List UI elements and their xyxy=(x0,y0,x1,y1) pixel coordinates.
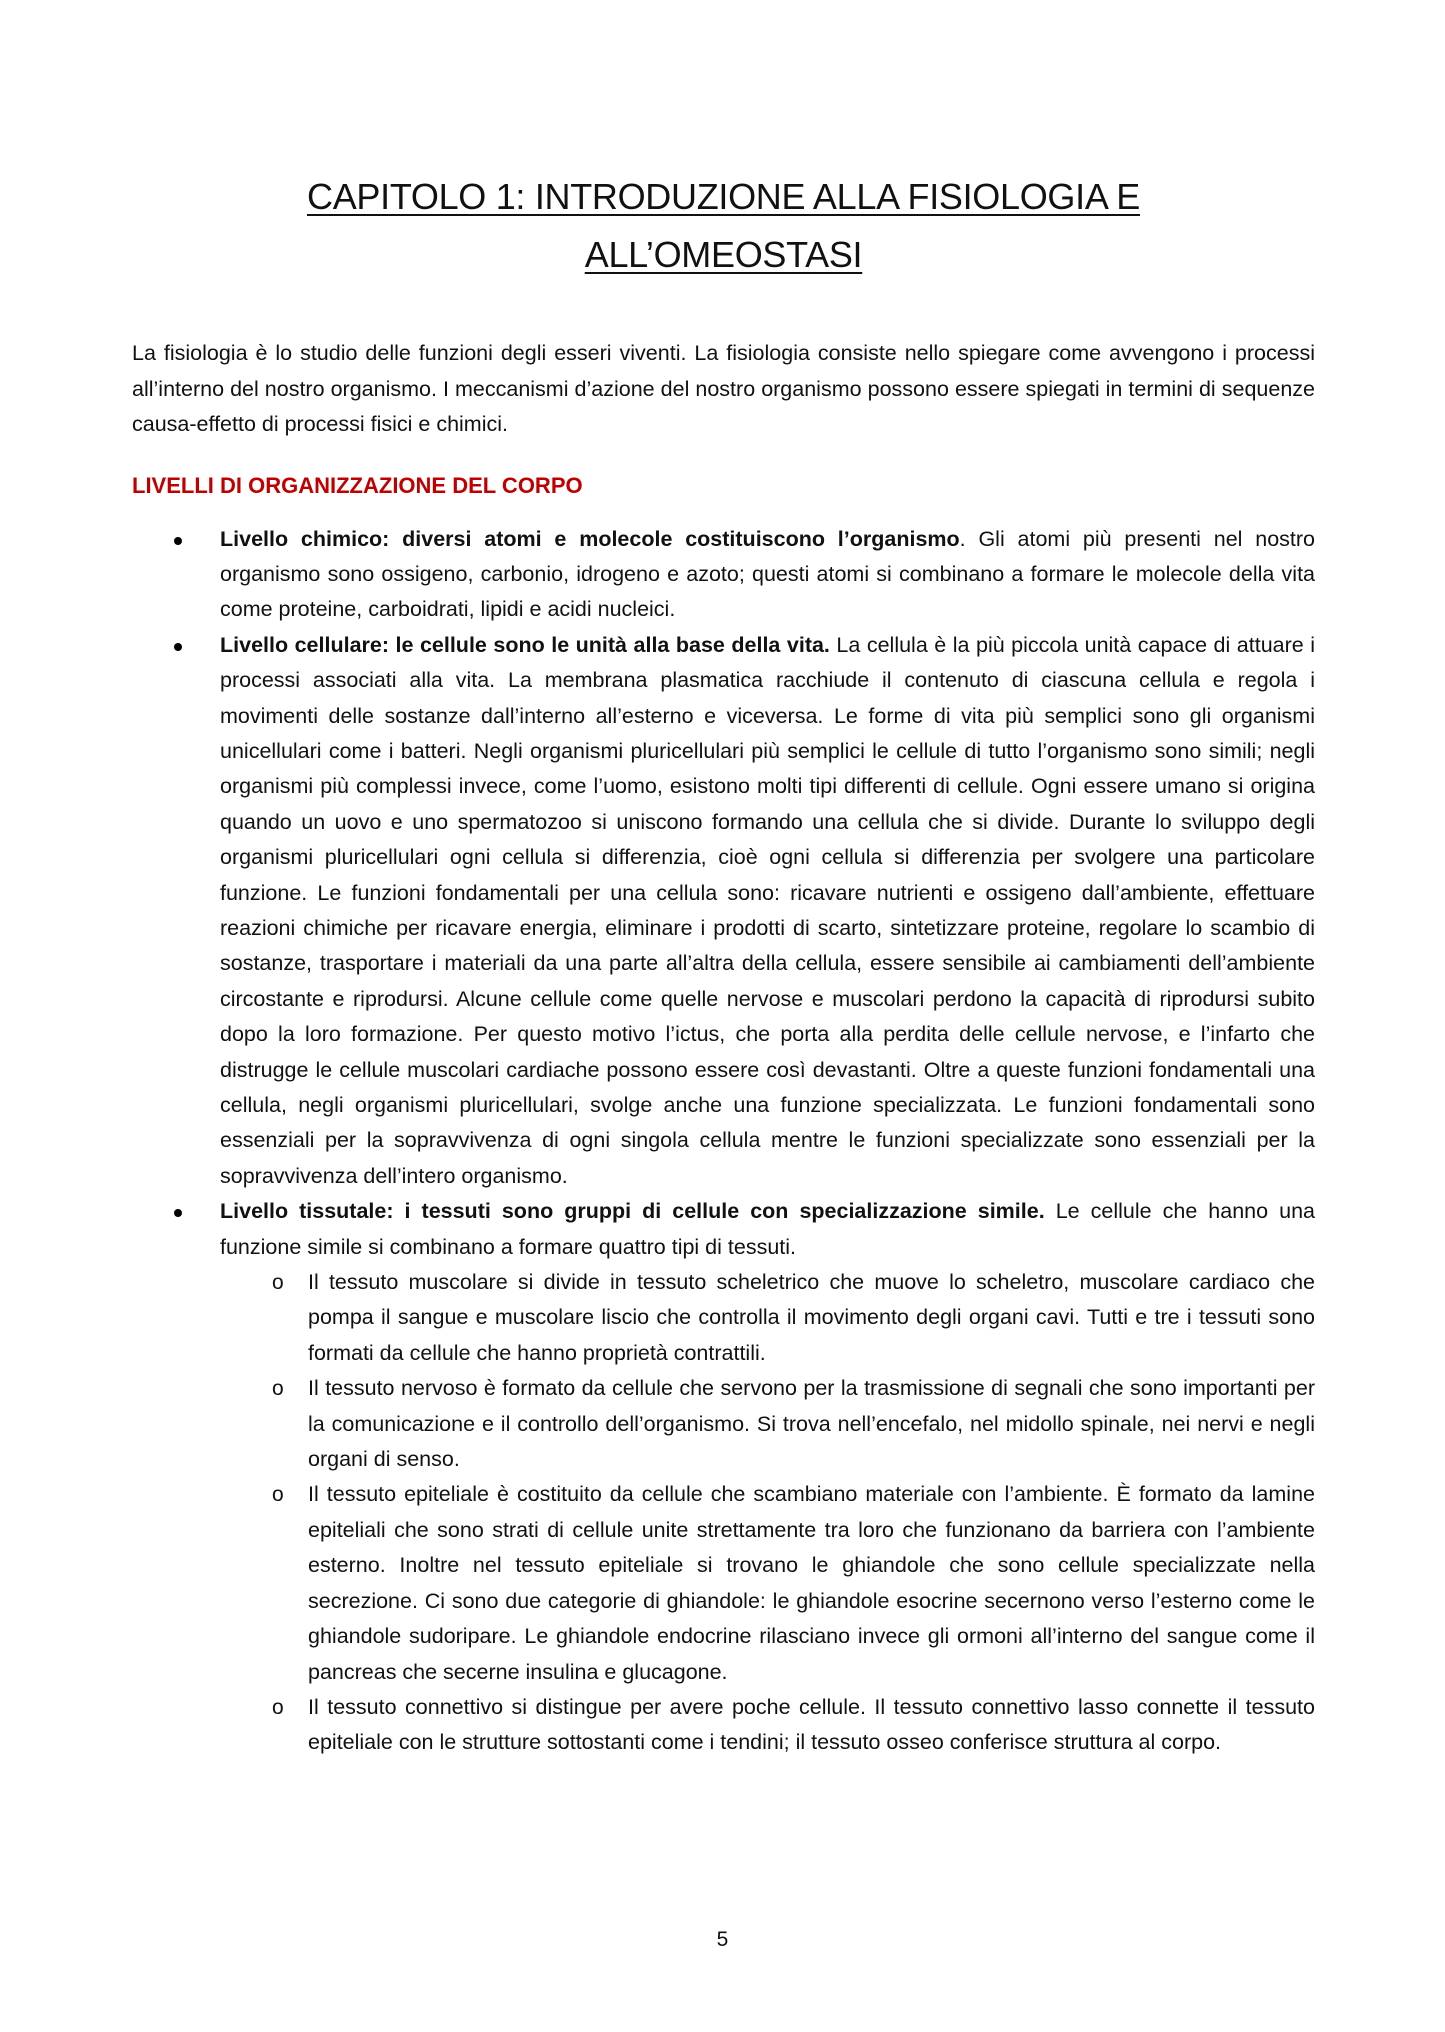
tissue-item-text: Il tessuto muscolare si divide in tessuto scheletrico che muove lo scheletro, muscolare cardiaco che pompa il sangue e muscolare liscio che controlla il movimento degli organi cavi. Tutti e tre i tessuti sono formati da cellule che hanno proprietà contrattili. xyxy=(308,1270,1315,1365)
chapter-title-line-2: ALL’OMEOSTASI xyxy=(584,234,863,275)
intro-paragraph: La fisiologia è lo studio delle funzioni degli esseri viventi. La fisiologia consiste nello spiegare come avvengono i processi all’interno del nostro organismo. I meccanismi d’azione del nostro organismo possono essere spiegati in termini di sequenze causa-effetto di processi fisici e chimici. xyxy=(132,341,1315,436)
level-text: . Gli atomi più presenti nel nostro organismo sono ossigeno, carbonio, idrogeno e azoto; questi atomi si combinano a formare le molecole della vita come proteine, carboidrati, lipidi e acidi nucleici. xyxy=(220,526,1316,622)
levels-list xyxy=(132,522,1315,1761)
tissue-item-nervous xyxy=(220,1371,1315,1477)
circle-bullet-icon: o xyxy=(272,1377,284,1401)
level-item-cellular xyxy=(132,628,1315,1195)
bullet-icon xyxy=(174,537,182,545)
level-lead: Livello tissutale: i tessuti sono gruppi di cellule con specializzazione simile. xyxy=(220,1199,1045,1224)
level-text: La cellula è la più piccola unità capace di attuare i processi associati alla vita. La membrana plasmatica racchiude il contenuto di ciascuna cellula e regola i movimenti delle sostanze dall’interno all’esterno e viceversa. Le forme di vita più semplici sono gli organismi unicellulari come i batteri. Negli organismi pluricellulari più semplici le cellule di tutto l’organismo sono simili; negli organismi più complessi invece, come l’uomo, esistono molti tipi differenti di cellule. Ogni essere umano si origina quando un uovo e uno spermatozoo si uniscono formando una cellula che si divide. Durante lo sviluppo degli organismi pluricellulari ogni cellula si differenzia, cioè ogni cellula si differenzia per svolgere una particolare funzione. Le funzioni fondamentali per una cellula sono: ricavare nutrienti e ossigeno dall’ambiente, effettuare reazioni chimiche per ricavare energia, eliminare i prodotti di scarto, sintetizzare proteine, regolare lo scambio di sostanze, trasportare i materiali da una parte all’altra della cellula, essere sensibile ai cambiamenti dell’ambiente circostante e riprodursi. Alcune cellule come quelle nervose e muscolari perdono la capacità di riprodursi subito dopo la loro formazione. Per questo motivo l’ictus, che porta alla perdita delle cellule nervose, e l’infarto che distrugge le cellule muscolari cardiache possono essere così devastanti. Oltre a queste funzioni fondamentali una cellula, negli organismi pluricellulari, svolge anche una funzione specializzata. Le funzioni fondamentali sono essenziali per la sopravvivenza di ogni singola cellula mentre le funzioni specializzate sono essenziali per la sopravvivenza dell’intero organismo. xyxy=(220,632,1316,1188)
circle-bullet-icon: o xyxy=(272,1271,284,1295)
level-lead: Livello chimico: diversi atomi e molecole costituiscono l’organismo xyxy=(220,526,960,551)
tissue-item-epithelial xyxy=(220,1477,1315,1689)
level-text: Le cellule che hanno una funzione simile si combinano a formare quattro tipi di tessuti. xyxy=(220,1199,1315,1259)
tissue-item-text: Il tessuto nervoso è formato da cellule che servono per la trasmissione di segnali che sono importanti per la comunicazione e il controllo dell’organismo. Si trova nell’encefalo, nel midollo spinale, nei nervi e negli organi di senso. xyxy=(308,1376,1315,1472)
page-number: 5 xyxy=(716,1928,729,1951)
tissue-item-muscle xyxy=(220,1265,1315,1371)
chapter-title-line-1: CAPITOLO 1: INTRODUZIONE ALLA FISIOLOGIA E xyxy=(307,176,1140,217)
level-item-tissue xyxy=(132,1194,1315,1761)
bullet-icon xyxy=(174,1209,182,1217)
tissue-item-text: Il tessuto epiteliale è costituito da cellule che scambiano materiale con l’ambiente. È formato da lamine epiteliali che sono strati di cellule unite strettamente tra loro che funzionano da barriera con l’ambiente esterno. Inoltre nel tessuto epiteliale si trovano le ghiandole che sono cellule specializzate nella secrezione. Ci sono due categorie di ghiandole: le ghiandole esocrine secernono verso l’esterno come le ghiandole sudoripare. Le ghiandole endocrine rilasciano invece gli ormoni all’interno del sangue come il pancreas che secerne insulina e glucagone. xyxy=(308,1482,1315,1684)
bullet-icon xyxy=(174,643,182,651)
tissue-types-list xyxy=(220,1265,1315,1761)
circle-bullet-icon: o xyxy=(272,1695,284,1719)
chapter-title xyxy=(132,168,1315,284)
section-heading: LIVELLI DI ORGANIZZAZIONE DEL CORPO xyxy=(132,472,583,498)
tissue-item-connective xyxy=(220,1690,1315,1761)
circle-bullet-icon: o xyxy=(272,1483,284,1507)
level-item-chemical xyxy=(132,522,1315,628)
tissue-item-text: Il tessuto connettivo si distingue per avere poche cellule. Il tessuto connettivo lasso connette il tessuto epiteliale con le strutture sottostanti come i tendini; il tessuto osseo conferisce struttura al corpo. xyxy=(308,1694,1315,1755)
level-lead: Livello cellulare: le cellule sono le unità alla base della vita. xyxy=(220,632,830,657)
